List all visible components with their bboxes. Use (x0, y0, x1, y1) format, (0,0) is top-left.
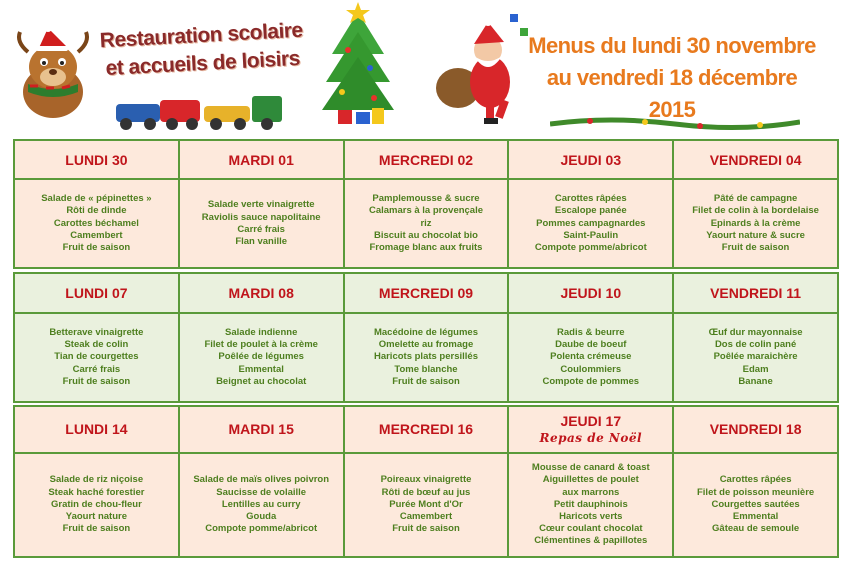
menu-item: Daube de boeuf (555, 339, 627, 351)
day-label: VENDREDI 04 (709, 151, 802, 168)
menu-item: Carottes râpées (719, 474, 792, 486)
menu-item: Banane (738, 375, 773, 387)
menu-item: Filet de poulet à la crème (204, 339, 318, 351)
menu-item: Yaourt nature (65, 510, 128, 522)
menu-item: Poêlée de légumes (218, 351, 304, 363)
menu-item: Salade de maïs olives poivron (193, 474, 330, 486)
menu-item: Salade verte vinaigrette (207, 199, 315, 211)
christmas-tree-illustration (318, 2, 398, 130)
day-label: LUNDI 30 (65, 151, 128, 168)
menu-cell (345, 180, 508, 267)
day-label: MERCREDI 09 (378, 284, 474, 301)
menu-item: Beignet au chocolat (216, 375, 307, 387)
menu-item: Camembert (399, 510, 453, 522)
menu-item: Haricots plats persillés (373, 351, 478, 363)
menu-cell (674, 454, 837, 556)
menu-item: Omelette au fromage (378, 339, 474, 351)
day-header (180, 407, 343, 452)
menu-item: Betterave vinaigrette (49, 326, 144, 338)
menu-item: Salade de riz niçoise (49, 474, 144, 486)
menu-item: Fruit de saison (62, 523, 131, 535)
menu-item: Raviolis sauce napolitaine (201, 211, 321, 223)
title-right-line1: Menus du lundi 30 novembre (528, 33, 816, 58)
menu-item: Clémentines & papillotes (534, 535, 648, 547)
menu-item: Salade de « pépinettes » (41, 193, 152, 205)
menu-item: Camembert (70, 229, 123, 241)
menu-item: Epinards à la crème (710, 217, 801, 229)
day-label: LUNDI 07 (65, 284, 128, 301)
menu-item: Escalope panée (554, 205, 627, 217)
title-left-line1: Restauration scolaire (99, 18, 304, 53)
menu-cell (509, 314, 672, 401)
week-3-table (13, 405, 839, 558)
menu-item: Fruit de saison (62, 242, 131, 254)
menu-item: Filet de colin à la bordelaise (692, 205, 819, 217)
day-header (180, 274, 343, 312)
garland-illustration (550, 112, 800, 134)
menu-cell (15, 180, 178, 267)
reindeer-illustration (8, 22, 98, 122)
menu-item: Yaourt nature & sucre (706, 229, 805, 241)
menu-item: Gouda (246, 510, 277, 522)
title-right-line2: au vendredi 18 décembre 2015 (546, 65, 798, 122)
menu-item: Carré frais (237, 223, 285, 235)
menu-item: Haricots verts (559, 510, 623, 522)
menu-cell (15, 314, 178, 401)
menu-cell (15, 454, 178, 556)
menu-item: Tian de courgettes (54, 351, 139, 363)
menu-item: Cœur coulant chocolat (539, 523, 643, 535)
day-label: MARDI 08 (228, 284, 294, 301)
day-header (509, 274, 672, 312)
menu-item: Filet de poisson meunière (696, 486, 815, 498)
menu-item: Fruit de saison (62, 375, 131, 387)
santa-illustration (428, 10, 533, 128)
day-header (674, 407, 837, 452)
menu-item: Œuf dur mayonnaise (708, 326, 803, 338)
menu-item: Steak de colin (64, 339, 129, 351)
menu-item: Emmental (238, 363, 284, 375)
menu-item: Gratin de chou-fleur (51, 498, 142, 510)
menu-cell (509, 180, 672, 267)
menu-item: Tome blanche (394, 363, 458, 375)
menu-item: Carottes râpées (554, 193, 627, 205)
menu-item: Pâté de campagne (713, 193, 798, 205)
day-header (15, 141, 178, 178)
menu-item: Radis & beurre (557, 326, 625, 338)
menu-item: Fruit de saison (392, 523, 460, 535)
menu-item: Lentilles au curry (221, 498, 301, 510)
menu-item: Emmental (732, 510, 779, 522)
day-header (345, 407, 508, 452)
menu-item: Mousse de canard & toast (531, 462, 650, 474)
menu-item: Petit dauphinois (553, 498, 628, 510)
title-left (91, 16, 314, 83)
menu-cell (345, 454, 508, 556)
menu-item: Poêlée maraichère (713, 351, 798, 363)
page-header (0, 0, 850, 135)
menu-item: Carottes béchamel (53, 217, 139, 229)
menu-item: Fruit de saison (392, 375, 460, 387)
week-1-table (13, 139, 839, 269)
menu-item: Calamars à la provençale (368, 205, 484, 217)
day-label: MARDI 01 (228, 151, 294, 168)
day-label: LUNDI 14 (65, 421, 128, 438)
menu-item: Courgettes sautées (711, 498, 800, 510)
day-label: MERCREDI 16 (378, 421, 474, 438)
menu-item: Dos de colin pané (714, 339, 797, 351)
menu-cell (180, 314, 343, 401)
day-label: VENDREDI 18 (709, 421, 802, 438)
menu-cell (674, 180, 837, 267)
menu-item: Rôti de bœuf au jus (381, 486, 471, 498)
menu-item: Pommes campagnardes (536, 217, 646, 229)
day-header (509, 407, 672, 452)
menu-item: aux marrons (562, 486, 620, 498)
day-label: VENDREDI 11 (710, 284, 802, 301)
menu-cell (674, 314, 837, 401)
menu-item: riz (420, 217, 432, 229)
menu-item: Biscuit au chocolat bio (373, 229, 478, 241)
menu-item: Edam (742, 363, 769, 375)
menu-item: Saucisse de volaille (216, 486, 307, 498)
menu-cell (509, 454, 672, 556)
day-header (509, 141, 672, 178)
menu-item: Aiguillettes de poulet (542, 474, 639, 486)
day-header (180, 141, 343, 178)
day-header (15, 407, 178, 452)
menu-item: Saint-Paulin (563, 229, 619, 241)
day-header (674, 274, 837, 312)
day-label: JEUDI 03 (560, 151, 622, 168)
menu-item: Coulommiers (560, 363, 622, 375)
week-2-table (13, 272, 839, 403)
menu-item: Purée Mont d'Or (389, 498, 463, 510)
day-label: JEUDI 17 (560, 413, 622, 430)
day-header (345, 141, 508, 178)
menu-item: Rôti de dinde (66, 205, 127, 217)
menu-item: Fromage blanc aux fruits (369, 242, 483, 254)
menu-item: Flan vanille (235, 235, 288, 247)
menu-item: Gâteau de semoule (712, 523, 800, 535)
toys-illustration (112, 90, 292, 134)
day-label: JEUDI 10 (560, 284, 622, 301)
day-label: MERCREDI 02 (378, 151, 474, 168)
menu-item: Steak haché forestier (48, 486, 145, 498)
menu-cell (180, 454, 343, 556)
christmas-meal-label: Repas de Noël (539, 431, 643, 446)
menu-item: Polenta crémeuse (550, 351, 632, 363)
menu-item: Salade indienne (225, 326, 298, 338)
menu-item: Compote de pommes (542, 375, 640, 387)
day-header (345, 274, 508, 312)
menu-item: Fruit de saison (721, 242, 790, 254)
day-header (674, 141, 837, 178)
menu-item: Macédoine de légumes (373, 326, 478, 338)
menu-cell (345, 314, 508, 401)
menu-cell (180, 180, 343, 267)
menu-item: Compote pomme/abricot (534, 242, 647, 254)
menu-item: Pamplemousse & sucre (372, 193, 480, 205)
menu-item: Compote pomme/abricot (205, 523, 318, 535)
menu-item: Carré frais (72, 363, 121, 375)
day-label: MARDI 15 (228, 421, 294, 438)
title-left-line2: et accueils de loisirs (105, 46, 301, 81)
day-header (15, 274, 178, 312)
menu-item: Poireaux vinaigrette (380, 474, 472, 486)
